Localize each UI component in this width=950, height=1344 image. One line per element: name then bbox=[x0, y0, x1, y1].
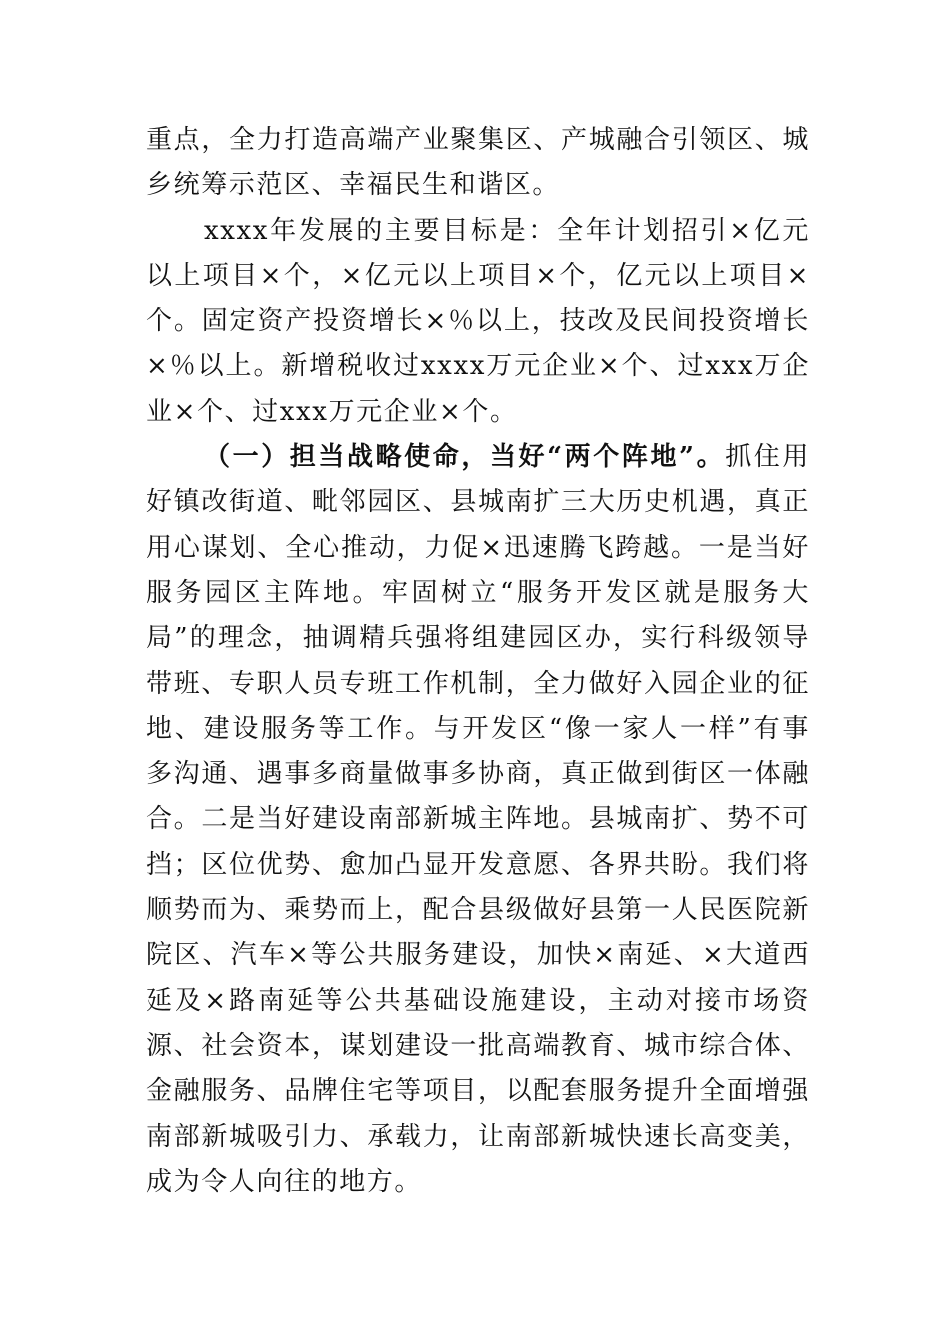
section-heading: （一）担当战略使命，当好“两个阵地”。 bbox=[204, 442, 726, 473]
paragraph-annual-goals: xxxx年发展的主要目标是：全年计划招引×亿元以上项目×个，×亿元以上项目×个，亿元以上项目×个。固定资产投资增长×％以上，技改及民间投资增长×％以上。新增税收过xxxx万元企业×个、过xxx万企业×个、过xxx万元企业×个。 bbox=[146, 215, 810, 427]
document-body bbox=[146, 118, 810, 1205]
section-body: 抓住用好镇改街道、毗邻园区、县城南扩三大历史机遇，真正用心谋划、全心推动，力促×迅速腾飞跨越。一是当好服务园区主阵地。牢固树立“服务开发区就是服务大局”的理念，抽调精兵强将组建园区办，实行科级领导带班、专职人员专班工作机制，全力做好入园企业的征地、建设服务等工作。与开发区“像一家人一样”有事多沟通、遇事多商量做事多协商，真正做到街区一体融合。二是当好建设南部新城主阵地。县城南扩、势不可挡；区位优势、愈加凸显开发意愿、各界共盼。我们将顺势而为、乘势而上，配合县级做好县第一人民医院新院区、汽车×等公共服务建设，加快×南延、×大道西延及×路南延等公共基础设施建设，主动对接市场资源、社会资本，谋划建设一批高端教育、城市综合体、金融服务、品牌住宅等项目，以配套服务提升全面增强南部新城吸引力、承载力，让南部新城快速长高变美，成为令人向往的地方。 bbox=[146, 442, 810, 1197]
paragraph-section-one bbox=[146, 435, 810, 1205]
paragraph-continuation: 重点，全力打造高端产业聚集区、产城融合引领区、城乡统筹示范区、幸福民生和谐区。 bbox=[146, 125, 810, 201]
